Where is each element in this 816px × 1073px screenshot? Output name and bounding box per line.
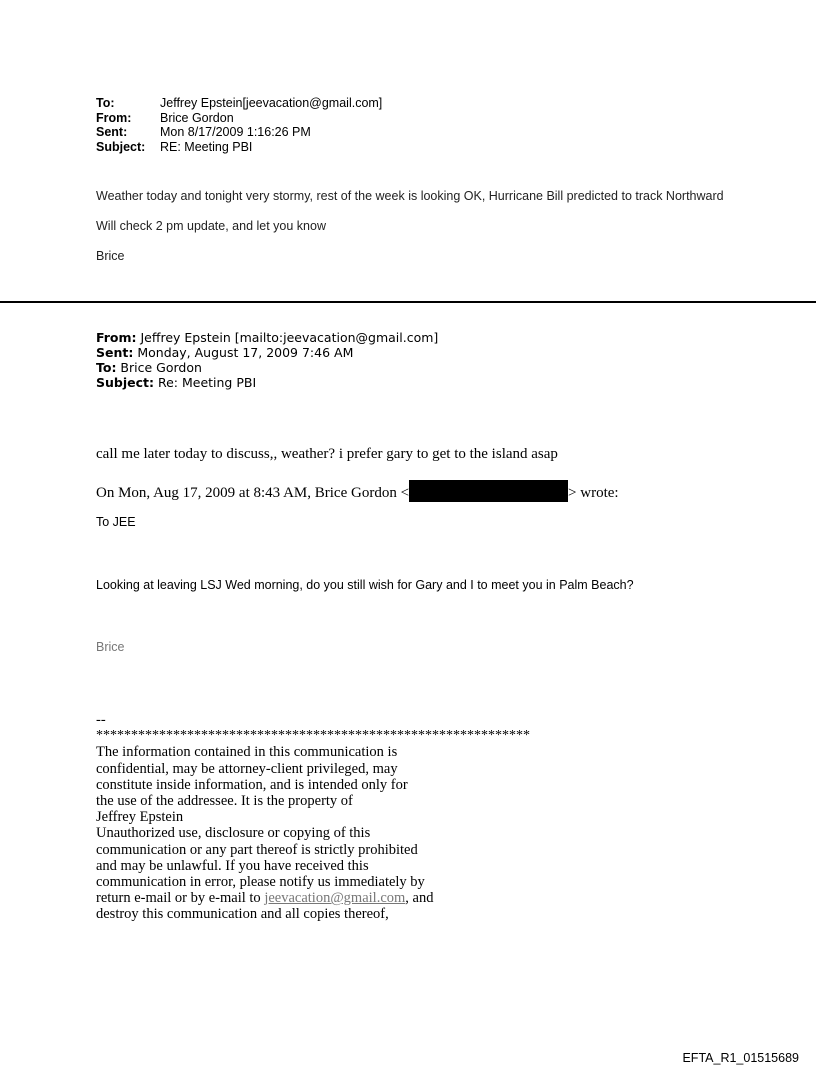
disclaimer-line: the use of the addressee. It is the property of bbox=[96, 793, 353, 810]
email2-subject-label: Subject: bbox=[96, 375, 154, 390]
header-sent-label: Sent: bbox=[96, 125, 128, 139]
email-link[interactable]: jeevacation@gmail.com bbox=[264, 890, 406, 907]
header-to-value: Jeffrey Epstein[jeevacation@gmail.com] bbox=[160, 96, 383, 110]
separator-rule bbox=[0, 301, 816, 303]
disclaimer-line: Jeffrey Epstein bbox=[96, 809, 184, 826]
email2-from-label: From: bbox=[96, 330, 137, 345]
header-from-label: From: bbox=[96, 110, 132, 125]
header-from-row bbox=[96, 111, 382, 126]
header-subject-label: Subject: bbox=[96, 139, 146, 154]
return-prefix: return e-mail or by e-mail to bbox=[96, 890, 265, 907]
email2-to-value: Brice Gordon bbox=[116, 360, 202, 375]
quote-attribution bbox=[96, 480, 619, 502]
email1-header bbox=[96, 96, 382, 154]
disclaimer-dashes: -- bbox=[96, 712, 106, 728]
email2-to-row bbox=[96, 360, 438, 375]
disclaimer-stars: ************************************************************** bbox=[96, 728, 530, 744]
disclaimer-return-line bbox=[96, 890, 616, 906]
document-id: EFTA_R1_01515689 bbox=[682, 1051, 799, 1065]
redaction-block bbox=[409, 480, 568, 502]
disclaimer-line: The information contained in this communication is bbox=[96, 744, 398, 761]
email2-sent-value: Monday, August 17, 2009 7:46 AM bbox=[133, 345, 354, 360]
disclaimer-line: constitute inside information, and is intended only for bbox=[96, 776, 408, 793]
email2-from-value: Jeffrey Epstein [mailto:jeevacation@gmail.com] bbox=[136, 330, 439, 345]
return-suffix: , and bbox=[405, 890, 434, 907]
email1-body bbox=[96, 188, 736, 278]
email1-paragraph-update: Will check 2 pm update, and let you know bbox=[96, 219, 326, 233]
email2-to-label: To: bbox=[96, 360, 117, 375]
email2-from-row bbox=[96, 330, 438, 345]
quoted-signature: Brice bbox=[96, 640, 125, 654]
email2-sent-label: Sent: bbox=[96, 345, 134, 360]
header-sent-row bbox=[96, 125, 382, 140]
quoted-message: Looking at leaving LSJ Wed morning, do you still wish for Gary and I to meet you in Palm Beach? bbox=[96, 578, 634, 592]
disclaimer-line: communication or any part thereof is strictly prohibited bbox=[96, 841, 418, 858]
email2-body: call me later today to discuss,, weather? i prefer gary to get to the island asap bbox=[96, 446, 558, 462]
header-subject-row bbox=[96, 140, 382, 155]
header-sent-value: Mon 8/17/2009 1:16:26 PM bbox=[160, 125, 311, 139]
disclaimer bbox=[96, 712, 616, 923]
quote-prefix: On Mon, Aug 17, 2009 at 8:43 AM, Brice Gordon < bbox=[96, 485, 410, 501]
header-subject-value: RE: Meeting PBI bbox=[160, 139, 253, 154]
email2-subject-value: Re: Meeting PBI bbox=[154, 375, 257, 390]
disclaimer-line: Unauthorized use, disclosure or copying of this bbox=[96, 825, 371, 842]
quote-suffix: > wrote: bbox=[568, 485, 619, 501]
email1-signature: Brice bbox=[96, 249, 125, 263]
header-to-row bbox=[96, 96, 382, 111]
email1-paragraph-weather: Weather today and tonight very stormy, rest of the week is looking OK, Hurricane Bill predicted to track Northward bbox=[96, 189, 724, 203]
email2-header bbox=[96, 330, 438, 390]
email2-sent-row bbox=[96, 345, 438, 360]
disclaimer-line: communication in error, please notify us immediately by bbox=[96, 874, 425, 891]
disclaimer-line: confidential, may be attorney-client privileged, may bbox=[96, 760, 398, 777]
header-from-value: Brice Gordon bbox=[160, 110, 234, 125]
quoted-greeting: To JEE bbox=[96, 515, 136, 529]
header-to-label: To: bbox=[96, 96, 115, 110]
email2-subject-row bbox=[96, 375, 438, 390]
disclaimer-line: and may be unlawful. If you have received this bbox=[96, 857, 369, 874]
disclaimer-last-line: destroy this communication and all copies thereof, bbox=[96, 906, 389, 923]
